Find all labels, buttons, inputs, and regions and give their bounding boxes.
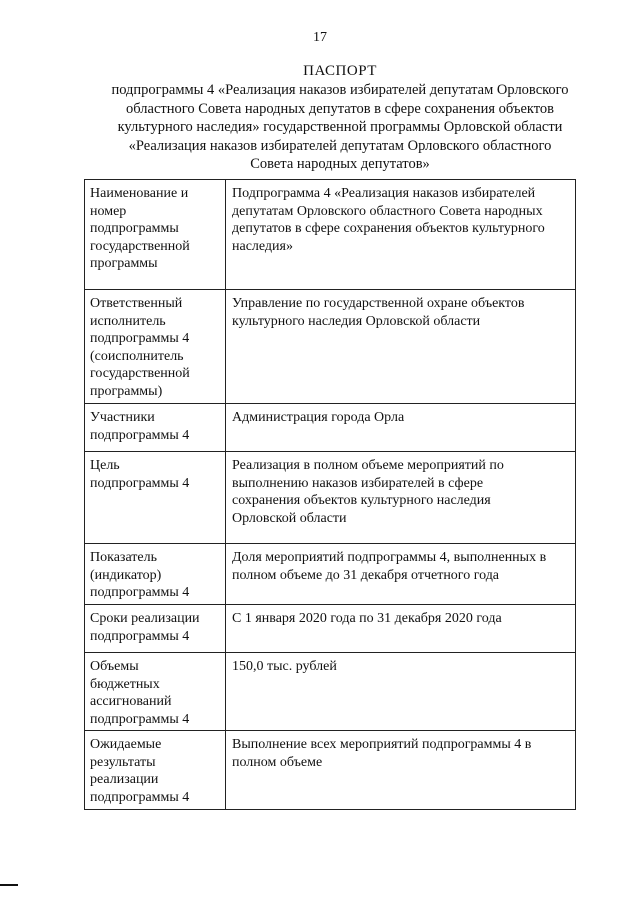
row-label xyxy=(85,290,226,404)
table-row-goal xyxy=(85,452,576,544)
value-line: 150,0 тыс. рублей xyxy=(232,659,337,674)
label-line: подпрограммы 4 xyxy=(90,789,190,805)
row-value xyxy=(226,605,576,653)
value-line: Орловской области xyxy=(232,510,347,526)
label-line: подпрограммы 4 xyxy=(90,475,190,491)
row-label xyxy=(85,731,226,810)
row-label xyxy=(85,404,226,452)
label-line: результаты xyxy=(90,754,156,770)
label-line: государственной xyxy=(90,238,190,254)
label-line: программы) xyxy=(90,383,163,399)
table-row-budget xyxy=(85,653,576,731)
table-row-indicator xyxy=(85,544,576,605)
subtitle-line: культурного наследия» государственной программы Орловской области xyxy=(117,119,563,135)
label-line: Участники xyxy=(90,410,155,425)
row-label xyxy=(85,180,226,290)
row-label xyxy=(85,653,226,731)
label-line: государственной xyxy=(90,366,190,381)
label-line: подпрограммы 4 xyxy=(90,711,190,727)
value-line: Подпрограмма 4 «Реализация наказов избирателей xyxy=(232,186,536,201)
document-subtitle xyxy=(60,81,620,174)
row-label xyxy=(85,452,226,544)
passport-table xyxy=(84,179,576,810)
subtitle-line: «Реализация наказов избирателей депутатам Орловского областного xyxy=(128,137,552,154)
subtitle-line: Совета народных депутатов» xyxy=(250,156,430,172)
value-line: Реализация в полном объеме мероприятий по xyxy=(232,458,504,473)
value-line: культурного наследия Орловской области xyxy=(232,313,481,329)
label-line: программы xyxy=(90,256,158,271)
row-value xyxy=(226,404,576,452)
value-line: Администрация города Орла xyxy=(232,410,405,425)
row-value xyxy=(226,731,576,810)
label-line: Ожидаемые xyxy=(90,737,162,752)
value-line: выполнению наказов избирателей в сфере xyxy=(232,475,484,491)
value-line: полном объеме xyxy=(232,754,323,770)
label-line: Наименование и xyxy=(90,186,189,201)
label-line: реализации xyxy=(90,772,159,787)
label-line: (соисполнитель xyxy=(90,348,184,364)
margin-mark xyxy=(0,884,18,886)
label-line: номер xyxy=(90,203,127,219)
value-line: депутатов в сфере сохранения объектов культурного xyxy=(232,221,545,236)
label-line: Объемы xyxy=(90,659,139,674)
table-row-participants xyxy=(85,404,576,452)
label-line: исполнитель xyxy=(90,313,166,329)
value-line: Выполнение всех мероприятий подпрограммы 4 в xyxy=(232,737,532,752)
page-number: 17 xyxy=(313,30,327,45)
value-line: депутатам Орловского областного Совета народных xyxy=(232,203,543,219)
label-line: подпрограммы 4 xyxy=(90,628,190,644)
table-row-executor xyxy=(85,290,576,404)
table-row-results xyxy=(85,731,576,810)
table-row-timeline xyxy=(85,605,576,653)
row-value xyxy=(226,653,576,731)
row-value xyxy=(226,544,576,605)
value-line: наследия» xyxy=(232,238,293,254)
row-value xyxy=(226,180,576,290)
label-line: Ответственный xyxy=(90,296,183,311)
table-row-name xyxy=(85,180,576,290)
label-line: подпрограммы 4 xyxy=(90,331,190,346)
value-line: сохранения объектов культурного наследия xyxy=(232,493,491,508)
document-title: ПАСПОРТ xyxy=(303,63,377,79)
label-line: подпрограммы 4 xyxy=(90,585,190,600)
label-line: бюджетных xyxy=(90,676,160,692)
subtitle-line: подпрограммы 4 «Реализация наказов избирателей депутатам Орловского xyxy=(111,82,569,98)
label-line: Цель xyxy=(90,458,120,473)
value-line: С 1 января 2020 года по 31 декабря 2020 года xyxy=(232,611,502,626)
label-line: ассигнований xyxy=(90,694,172,709)
row-label xyxy=(85,605,226,653)
row-value xyxy=(226,452,576,544)
value-line: Управление по государственной охране объектов xyxy=(232,296,525,311)
label-line: подпрограммы 4 xyxy=(90,427,190,443)
label-line: Показатель xyxy=(90,550,157,565)
label-line: подпрограммы xyxy=(90,221,179,236)
row-value xyxy=(226,290,576,404)
row-label xyxy=(85,544,226,605)
subtitle-line: областного Совета народных депутатов в сфере сохранения объектов xyxy=(126,100,554,117)
label-line: Сроки реализации xyxy=(90,611,200,626)
value-line: Доля мероприятий подпрограммы 4, выполненных в xyxy=(232,550,547,565)
document-heading xyxy=(60,62,620,174)
value-line: полном объеме до 31 декабря отчетного года xyxy=(232,567,500,583)
label-line: (индикатор) xyxy=(90,567,162,583)
